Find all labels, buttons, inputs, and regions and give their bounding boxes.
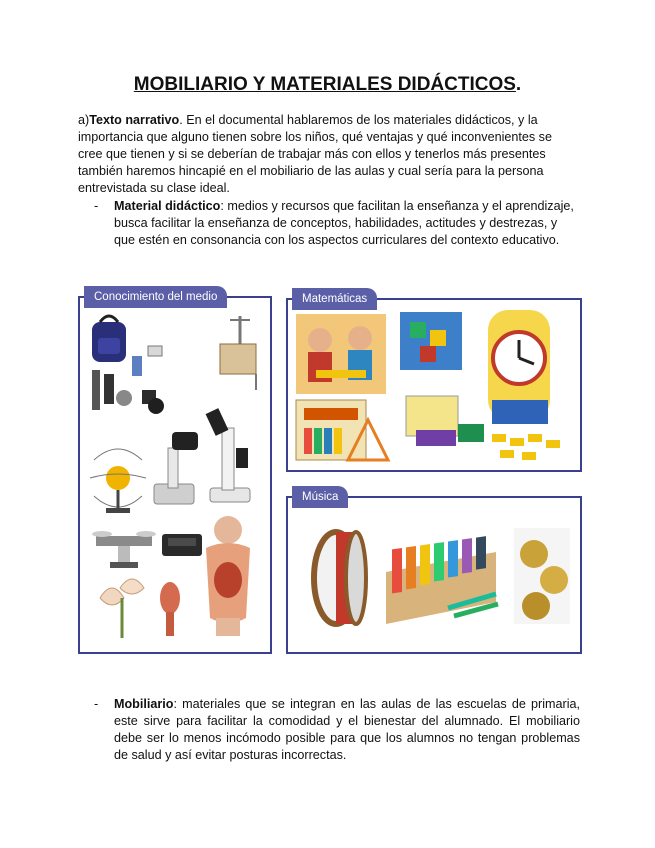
weather-station-icon [220, 316, 256, 390]
bullet-text: : materiales que se integran en las aulas de las escuelas de primaria, este sirve para facilitar la comodidad y el bienestar del alumnado. El mobiliario debe ser lo menos incómodo posible para que los alumnos no tengan problemas de salud y así evitar posturas incorrectas. [114, 697, 580, 762]
anatomy-torso-icon [206, 516, 250, 636]
page-title [0, 74, 655, 96]
panel-tab-label: Conocimiento del medio [84, 286, 227, 308]
panel-musica [286, 491, 582, 654]
science-materials-illustration [80, 298, 270, 652]
panel-matematicas [286, 293, 582, 472]
solar-system-model-icon [90, 449, 146, 513]
clock-icon [488, 310, 550, 424]
intro-label: Texto narrativo [89, 113, 180, 127]
cubes-icon [400, 312, 462, 370]
bullet-text: : medios y recursos que facilitan la enseñanza y el aprendizaje, busca facilitar la enseñanza de conceptos, habilidades, actitudes y destrezas, y que estén en consonancia con los aspectos curriculares del contexto educativo. [114, 199, 574, 247]
panel-conocimiento-del-medio [78, 291, 272, 654]
stereo-microscope-icon [154, 432, 198, 504]
title-period: . [515, 74, 522, 95]
drum-icon [314, 532, 366, 624]
balance-scale-icon [92, 531, 156, 568]
children-with-blocks-icon [296, 314, 386, 394]
cymbals-icon [514, 528, 570, 624]
bullet-dash: - [94, 697, 99, 711]
flower-model-icon [100, 579, 144, 638]
title-text: MOBILIARIO Y MATERIALES DIDÁCTICOS [133, 74, 516, 95]
backpack-icon [92, 316, 126, 362]
math-box-icon [296, 400, 388, 460]
anatomy-small-icon [160, 582, 180, 636]
bullet-label: Mobiliario [114, 697, 174, 711]
panel-tab-label: Música [292, 486, 348, 508]
intro-paragraph [78, 112, 578, 197]
music-materials-illustration [288, 498, 580, 652]
bullet-label: Material didáctico [114, 199, 221, 213]
bullet-dash: - [94, 199, 99, 213]
digital-scale-icon [162, 534, 202, 556]
microscope-icon [206, 408, 250, 502]
intro-text: . En el documental hablaremos de los materiales didácticos, y la importancia que alguno tienen sobre los niños, qué ventajas y qué inconvenientes se cree que tienen y si se deberían de trabajar más con ellos y tenerlos más presentes también haremos hincapié en el mobiliario de las aulas y cual sería para la persona entrevistada su clase ideal. [78, 113, 552, 195]
intro-prefix: a) [78, 113, 90, 127]
board-game-icon [406, 396, 484, 446]
bullet-body [114, 696, 580, 764]
bullet-body [114, 198, 580, 249]
panel-tab-label: Matemáticas [292, 288, 377, 310]
cards-icon [492, 434, 560, 460]
math-materials-illustration [288, 300, 580, 470]
xylophone-icon [386, 536, 498, 624]
